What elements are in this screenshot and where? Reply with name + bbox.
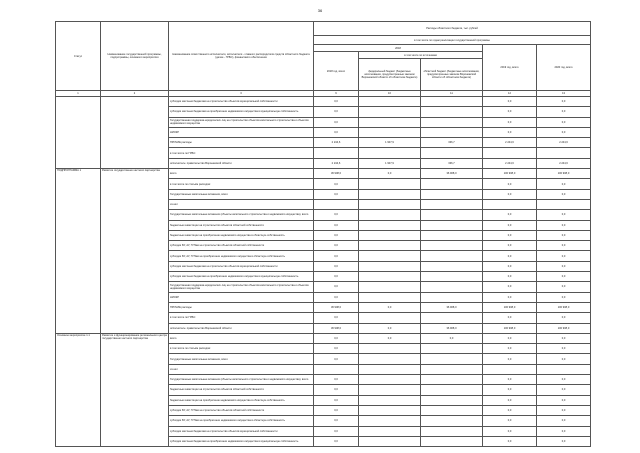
row-expense-item: субсидии местным бюджетам на приобретение недвижимого имущества в муниципальную собственность	[169, 272, 314, 282]
row-value	[359, 179, 421, 189]
row-expense-item: субсидии местным бюджетам на строительство объектов муниципальной собственности	[169, 97, 314, 107]
row-value: 0,0	[483, 416, 537, 426]
row-value: 0,0	[314, 210, 359, 220]
row-value: 0,0	[483, 282, 537, 292]
row-value	[359, 313, 421, 323]
row-value: 1 907,9	[359, 158, 421, 168]
row-value: 0,0	[537, 354, 591, 364]
row-value: 100 908,0	[537, 302, 591, 312]
row-name: Развитие и функционирование регионального центра государственно-частного партнерства	[101, 333, 169, 446]
row-expense-item: Государственные капитальные вложения, всего	[169, 354, 314, 364]
col-number: 13	[537, 91, 591, 97]
row-value	[483, 364, 537, 374]
row-value: 0,0	[314, 385, 359, 395]
row-value: 0,0	[314, 220, 359, 230]
row-value: 0,0	[314, 282, 359, 292]
row-value: 36 908,0	[421, 323, 483, 333]
row-value: 0,0	[314, 354, 359, 364]
table-row	[56, 169, 591, 179]
row-name	[101, 97, 169, 169]
row-value: 0,0	[537, 189, 591, 199]
row-value: 0,0	[314, 333, 359, 343]
table-row	[56, 97, 591, 107]
row-value: 0,0	[359, 333, 421, 343]
row-value: 0,0	[359, 302, 421, 312]
row-value: 0,0	[537, 220, 591, 230]
row-expense-item: НИОКР	[169, 127, 314, 137]
row-value: 0,0	[483, 230, 537, 240]
row-value	[421, 344, 483, 354]
row-value	[359, 210, 421, 220]
row-value: 0,0	[483, 210, 537, 220]
row-value: 0,0	[483, 189, 537, 199]
row-value	[421, 405, 483, 415]
row-expense-item: субсидии БУ, АУ, ГУПам на приобретение недвижимого имущества в областную собственность	[169, 416, 314, 426]
row-value: 0,0	[537, 117, 591, 127]
row-value: 0,0	[483, 241, 537, 251]
row-value: 100 908,0	[483, 323, 537, 333]
row-value	[314, 364, 359, 374]
row-value: 0,0	[314, 107, 359, 117]
row-value	[421, 364, 483, 374]
row-expense-item: из них:	[169, 199, 314, 209]
row-expense-item: субсидии БУ, АУ, ГУПам на строительство объектов областной собственности	[169, 241, 314, 251]
col-number: 9	[314, 91, 359, 97]
row-value	[421, 426, 483, 436]
row-value: 2 244,6	[314, 138, 359, 148]
row-value	[359, 292, 421, 302]
row-value: 0,0	[314, 127, 359, 137]
row-expense-item: Государственная поддержка юридических лиц на строительство объектов капитального строительства и объектов недвижимого имущества	[169, 282, 314, 292]
row-value: 0,0	[537, 436, 591, 446]
row-value: 0,0	[483, 354, 537, 364]
row-value: 0,0	[537, 426, 591, 436]
row-value: 0,0	[483, 179, 537, 189]
row-value	[359, 395, 421, 405]
row-value: 0,0	[483, 251, 537, 261]
row-expense-item: бюджетные инвестиции на строительство объектов областной собственности	[169, 220, 314, 230]
row-value	[421, 292, 483, 302]
row-value: 0,0	[483, 220, 537, 230]
row-value: 100 908,0	[483, 169, 537, 179]
budget-table	[55, 21, 591, 447]
row-value	[421, 375, 483, 385]
row-value	[359, 375, 421, 385]
row-value	[421, 282, 483, 292]
row-name: Развитие государственно-частного партнерства	[101, 169, 169, 334]
row-value: 2 244,6	[537, 158, 591, 168]
row-status: ПОДПРОГРАММА 1	[56, 169, 101, 334]
row-value	[421, 261, 483, 271]
row-value: 0,0	[537, 179, 591, 189]
row-value: 0,0	[314, 375, 359, 385]
table-row	[56, 333, 591, 343]
col-number: 12	[483, 91, 537, 97]
header-first-year-label: в том числе по годам реализации государственной программы	[314, 36, 591, 45]
row-expense-item: всего	[169, 333, 314, 343]
row-expense-item: бюджетные инвестиции на приобретение недвижимого имущества в областную собственность	[169, 230, 314, 240]
row-value	[359, 127, 421, 137]
row-value: 0,0	[483, 107, 537, 117]
row-value	[421, 220, 483, 230]
row-value: 2 244,6	[537, 138, 591, 148]
header-year-2020: 2020 год, всего	[537, 45, 591, 91]
row-value: 2 244,6	[483, 138, 537, 148]
row-value: 0,0	[537, 251, 591, 261]
row-expense-item: бюджетные инвестиции на строительство объектов областной собственности	[169, 385, 314, 395]
row-value: 0,0	[483, 127, 537, 137]
header-year-2019: 2019 год, всего	[483, 45, 537, 91]
row-value: 0,0	[314, 313, 359, 323]
row-value: 336,7	[421, 138, 483, 148]
row-value	[314, 199, 359, 209]
row-value	[421, 251, 483, 261]
row-expense-item: субсидии местным бюджетам на приобретение недвижимого имущества в муниципальную собственность	[169, 107, 314, 117]
row-value	[359, 261, 421, 271]
row-value	[421, 313, 483, 323]
row-value	[359, 385, 421, 395]
row-value: 0,0	[314, 426, 359, 436]
header-year-2018: 2018	[314, 45, 483, 52]
row-value: 100 908,0	[537, 323, 591, 333]
row-value: 0,0	[483, 436, 537, 446]
row-value: 0,0	[314, 344, 359, 354]
header-regional: областной бюджет (бюджетные ассигнования, предусмотренные законом Воронежской области об областном бюджете)	[421, 59, 483, 91]
row-value: 0,0	[483, 385, 537, 395]
row-value	[421, 272, 483, 282]
row-value: 0,0	[483, 261, 537, 271]
row-expense-item: Государственная поддержка юридических лиц на строительство объектов капитального строительства и объектов недвижимого имущества	[169, 117, 314, 127]
row-value: 0,0	[537, 230, 591, 240]
row-value: 0,0	[483, 272, 537, 282]
row-value: 0,0	[537, 375, 591, 385]
row-value	[537, 364, 591, 374]
row-value	[359, 344, 421, 354]
col-number: 3	[169, 91, 314, 97]
row-value: 0,0	[314, 272, 359, 282]
row-value	[359, 230, 421, 240]
row-value	[359, 416, 421, 426]
row-value: 0,0	[537, 313, 591, 323]
row-value: 1 907,9	[359, 138, 421, 148]
row-value: 36 908,0	[314, 169, 359, 179]
row-value: 0,0	[537, 395, 591, 405]
row-value	[537, 199, 591, 209]
row-value	[359, 107, 421, 117]
row-value	[359, 272, 421, 282]
row-value: 0,0	[537, 385, 591, 395]
row-value: 0,0	[314, 405, 359, 415]
row-expense-item: исполнитель: правительство Воронежской области	[169, 158, 314, 168]
row-value: 0,0	[483, 426, 537, 436]
row-value: 2 244,6	[314, 158, 359, 168]
row-value: 36 908,0	[421, 169, 483, 179]
row-expense-item: в том числе по ГРБС:	[169, 313, 314, 323]
row-value: 0,0	[537, 344, 591, 354]
row-expense-item: из них:	[169, 364, 314, 374]
header-responsible: Наименование ответственного исполнителя, исполнителя - главного распорядителя средств областного бюджета (далее - ГРБС), финансового обеспечения	[169, 22, 314, 91]
row-value	[421, 199, 483, 209]
row-value	[359, 251, 421, 261]
row-value	[314, 148, 359, 158]
row-value: 0,0	[314, 416, 359, 426]
row-value: 100 908,0	[483, 302, 537, 312]
row-value	[421, 148, 483, 158]
row-value	[421, 189, 483, 199]
col-number: 2	[101, 91, 169, 97]
row-expense-item: Государственные капитальные вложения, всего	[169, 189, 314, 199]
row-value: 36 908,0	[421, 302, 483, 312]
row-expense-item: субсидии местным бюджетам на строительство объектов муниципальной собственности	[169, 261, 314, 271]
row-value	[421, 117, 483, 127]
row-value	[421, 385, 483, 395]
row-value: 0,0	[537, 416, 591, 426]
row-expense-item: субсидии БУ, АУ, ГУПам на строительство объектов областной собственности	[169, 405, 314, 415]
row-value	[359, 241, 421, 251]
row-value	[421, 395, 483, 405]
header-expenses: Расходы областного бюджета, тыс. рублей	[314, 22, 591, 36]
row-value: 0,0	[537, 405, 591, 415]
col-number: 10	[359, 91, 421, 97]
row-value: 36 908,0	[314, 302, 359, 312]
row-value	[483, 199, 537, 209]
row-value: 0,0	[483, 375, 537, 385]
row-value: 0,0	[537, 333, 591, 343]
row-value	[421, 436, 483, 446]
row-expense-item: в том числе по ГРБС:	[169, 148, 314, 158]
row-value: 0,0	[483, 97, 537, 107]
row-expense-item: исполнитель: правительство Воронежской области	[169, 323, 314, 333]
header-federal: федеральный бюджет (бюджетные ассигнования, предусмотренные законом Воронежской области об областном бюджете)	[359, 59, 421, 91]
header-status: Статус	[56, 22, 101, 91]
row-value	[359, 199, 421, 209]
row-expense-item: субсидии местным бюджетам на приобретение недвижимого имущества в муниципальную собственность	[169, 436, 314, 446]
row-value: 0,0	[537, 127, 591, 137]
row-value: 0,0	[421, 333, 483, 343]
row-expense-item: ПРОЧИЕ расходы	[169, 138, 314, 148]
row-value	[359, 405, 421, 415]
row-value: 0,0	[314, 241, 359, 251]
header-in-tch: в том числе по источникам	[359, 52, 483, 59]
row-value: 0,0	[483, 344, 537, 354]
row-value	[359, 148, 421, 158]
header-name: Наименование государственной программы, подпрограммы, основного мероприятия	[101, 22, 169, 91]
row-expense-item: бюджетные инвестиции на приобретение недвижимого имущества в областную собственность	[169, 395, 314, 405]
row-value: 0,0	[314, 292, 359, 302]
row-value: 0,0	[483, 405, 537, 415]
row-value: 0,0	[314, 117, 359, 127]
row-value	[421, 241, 483, 251]
row-value: 0,0	[483, 117, 537, 127]
row-value: 0,0	[537, 97, 591, 107]
row-value	[483, 148, 537, 158]
row-value: 36 908,0	[314, 323, 359, 333]
row-expense-item: ПРОЧИЕ расходы	[169, 302, 314, 312]
row-value	[421, 354, 483, 364]
row-value: 0,0	[314, 261, 359, 271]
row-value: 0,0	[314, 436, 359, 446]
row-value: 0,0	[314, 251, 359, 261]
row-value	[359, 426, 421, 436]
row-value: 2 244,6	[483, 158, 537, 168]
row-value: 0,0	[537, 107, 591, 117]
row-value	[359, 117, 421, 127]
row-value: 0,0	[314, 189, 359, 199]
row-value	[359, 354, 421, 364]
col-number: 11	[421, 91, 483, 97]
row-value	[421, 127, 483, 137]
row-value: 0,0	[483, 313, 537, 323]
row-value: 0,0	[314, 97, 359, 107]
row-value: 0,0	[359, 323, 421, 333]
row-value	[537, 148, 591, 158]
row-value: 0,0	[537, 261, 591, 271]
row-value: 0,0	[537, 210, 591, 220]
row-value	[421, 230, 483, 240]
row-value: 0,0	[483, 333, 537, 343]
row-value	[421, 210, 483, 220]
row-value	[359, 282, 421, 292]
row-value: 0,0	[483, 395, 537, 405]
row-expense-item: Государственные капитальные вложения (объекты капитального строительства и недвижимого имущества), всего	[169, 210, 314, 220]
row-value	[421, 107, 483, 117]
header-total-2018: 2018 год, всего	[314, 52, 359, 91]
row-value: 0,0	[314, 179, 359, 189]
row-expense-item: НИОКР	[169, 292, 314, 302]
row-expense-item: в том числе по статьям расходов:	[169, 344, 314, 354]
row-value: 336,7	[421, 158, 483, 168]
row-value: 0,0	[314, 395, 359, 405]
row-value: 0,0	[483, 292, 537, 302]
row-expense-item: Государственные капитальные вложения (объекты капитального строительства и недвижимого имущества), всего	[169, 375, 314, 385]
row-value: 0,0	[537, 292, 591, 302]
col-number: 1	[56, 91, 101, 97]
row-value: 0,0	[537, 282, 591, 292]
row-expense-item: субсидии БУ, АУ, ГУПам на приобретение недвижимого имущества в областную собственность	[169, 251, 314, 261]
row-status	[56, 97, 101, 169]
row-expense-item: в том числе по статьям расходов:	[169, 179, 314, 189]
row-value	[359, 436, 421, 446]
row-value	[359, 189, 421, 199]
row-value: 0,0	[537, 241, 591, 251]
row-value: 0,0	[359, 169, 421, 179]
row-expense-item: всего	[169, 169, 314, 179]
row-value	[421, 179, 483, 189]
row-value	[421, 97, 483, 107]
row-expense-item: субсидии местным бюджетам на строительство объектов муниципальной собственности	[169, 426, 314, 436]
row-value	[359, 97, 421, 107]
row-value	[421, 416, 483, 426]
row-value	[359, 220, 421, 230]
row-value: 100 908,0	[537, 169, 591, 179]
page-number: 36	[317, 8, 323, 13]
row-value: 0,0	[314, 230, 359, 240]
row-value	[359, 364, 421, 374]
row-status: Основное мероприятие 1.1	[56, 333, 101, 446]
row-value: 0,0	[537, 272, 591, 282]
